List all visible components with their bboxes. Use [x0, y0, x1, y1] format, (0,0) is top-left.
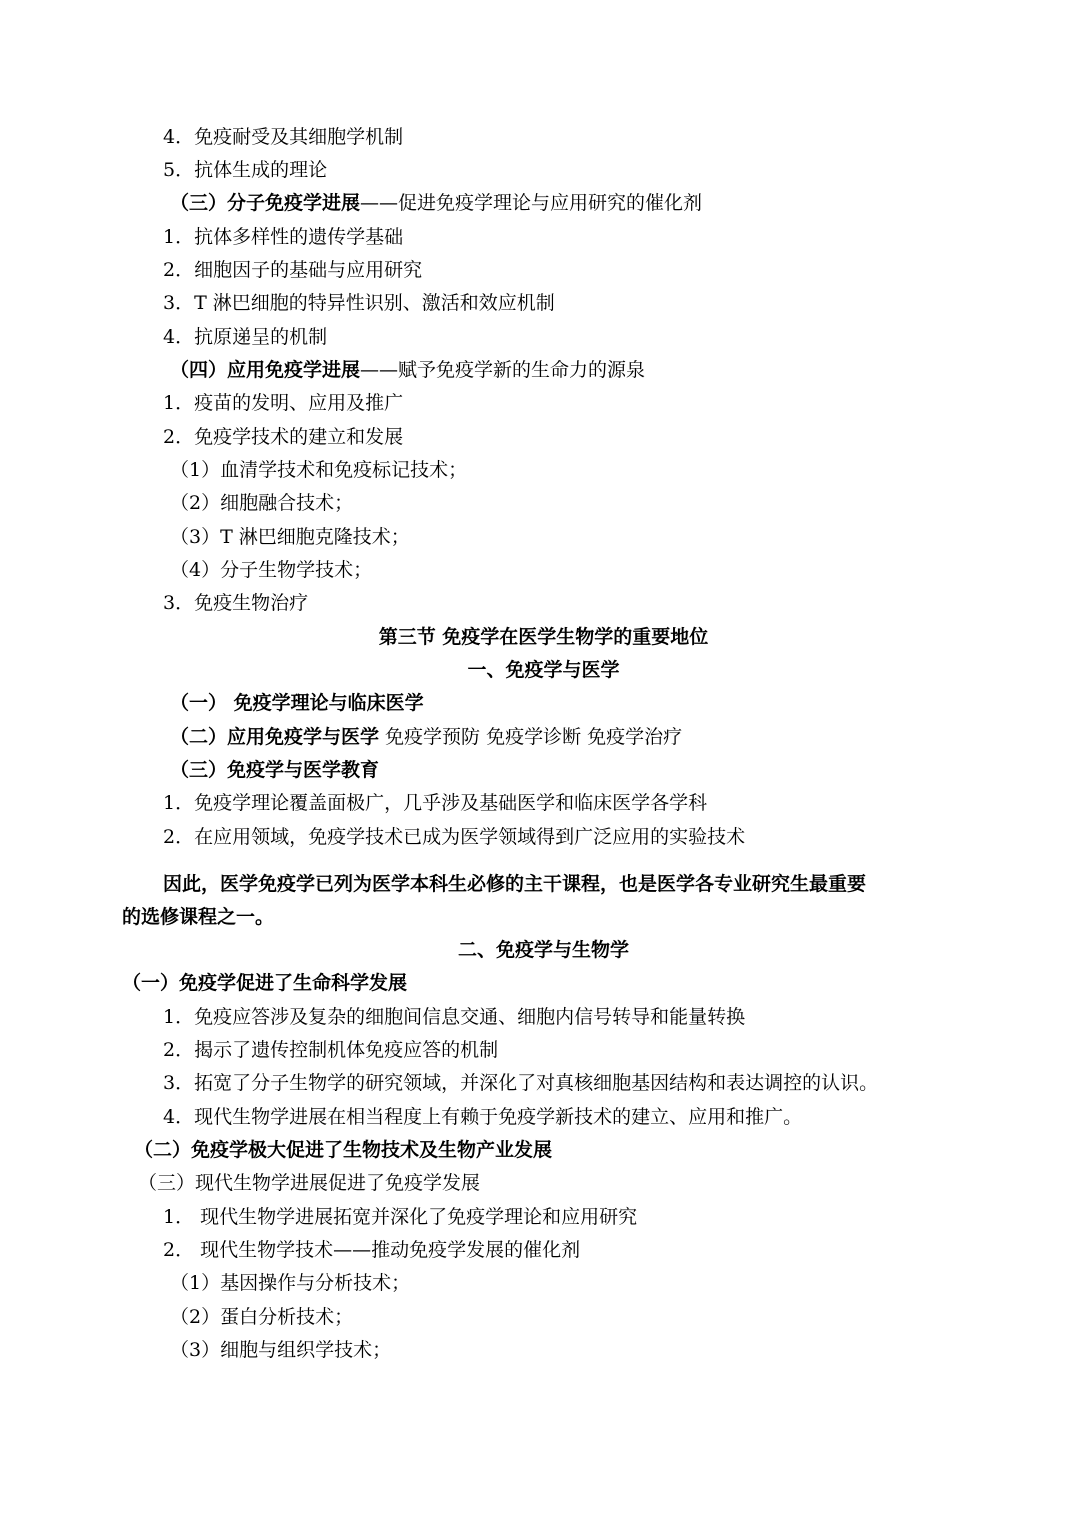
- subsection-heading-rest: ——促进免疫学理论与应用研究的催化剂: [360, 192, 703, 214]
- subsection-heading: （一） 免疫学理论与临床医学: [170, 692, 424, 714]
- subsection-heading: [170, 725, 682, 749]
- list-item: 1． 现代生物学进展拓宽并深化了免疫学理论和应用研究: [163, 1206, 638, 1228]
- list-item: 1．免疫学理论覆盖面极广，几乎涉及基础医学和临床医学各学科: [163, 792, 708, 814]
- list-item: 4．现代生物学进展在相当程度上有赖于免疫学新技术的建立、应用和推广。: [163, 1106, 803, 1128]
- list-item: 2．揭示了遗传控制机体免疫应答的机制: [163, 1039, 499, 1061]
- subsection-heading: （三）现代生物学进展促进了免疫学发展: [138, 1172, 481, 1194]
- sub-list-item: （1）基因操作与分析技术；: [170, 1272, 411, 1294]
- list-item: 1．免疫应答涉及复杂的细胞间信息交通、细胞内信号转导和能量转换: [163, 1006, 746, 1028]
- sub-list-item: （4）分子生物学技术；: [170, 559, 373, 581]
- list-item: 4．抗原递呈的机制: [163, 326, 328, 348]
- sub-list-item: （2）蛋白分析技术；: [170, 1306, 354, 1328]
- subsection-heading-bold: （二）应用免疫学与医学: [170, 726, 380, 748]
- subsection-heading: （一）免疫学促进了生命科学发展: [122, 972, 408, 994]
- list-item: 1．疫苗的发明、应用及推广: [163, 392, 404, 414]
- subsection-heading: （三）免疫学与医学教育: [170, 759, 380, 781]
- list-item: 3．T 淋巴细胞的特异性识别、激活和效应机制: [163, 292, 555, 314]
- list-item: 2． 现代生物学技术——推动免疫学发展的催化剂: [163, 1239, 581, 1261]
- sub-list-item: （2）细胞融合技术；: [170, 492, 354, 514]
- list-item: 2．细胞因子的基础与应用研究: [163, 259, 423, 281]
- sub-list-item: （3）T 淋巴细胞克隆技术；: [170, 526, 410, 548]
- subsection-heading: [170, 191, 702, 215]
- subsection-heading: [170, 358, 645, 382]
- section-subtitle: 二、免疫学与生物学: [457, 939, 629, 961]
- list-item: 4．免疫耐受及其细胞学机制: [163, 126, 404, 148]
- subsection-heading-rest: 免疫学预防 免疫学诊断 免疫学治疗: [379, 726, 683, 748]
- subsection-heading: （二）免疫学极大促进了生物技术及生物产业发展: [134, 1139, 553, 1161]
- section-subtitle: 一、免疫学与医学: [467, 659, 620, 681]
- subsection-heading-bold: （三）分子免疫学进展: [170, 192, 361, 214]
- list-item: 3．拓宽了分子生物学的研究领域，并深化了对真核细胞基因结构和表达调控的认识。: [163, 1072, 879, 1094]
- list-item: 3．免疫生物治疗: [163, 592, 309, 614]
- section-title: 第三节 免疫学在医学生物学的重要地位: [378, 626, 709, 648]
- list-item: 1．抗体多样性的遗传学基础: [163, 226, 404, 248]
- subsection-heading-rest: ——赋予免疫学新的生命力的源泉: [360, 359, 646, 381]
- paragraph-line: 的选修课程之一。: [122, 906, 275, 928]
- sub-list-item: （1）血清学技术和免疫标记技术；: [170, 459, 468, 481]
- list-item: 2．在应用领域，免疫学技术已成为医学领域得到广泛应用的实验技术: [163, 826, 746, 848]
- paragraph-line: 因此，医学免疫学已列为医学本科生必修的主干课程，也是医学各专业研究生最重要: [163, 873, 867, 895]
- sub-list-item: （3）细胞与组织学技术；: [170, 1339, 392, 1361]
- list-item: 2．免疫学技术的建立和发展: [163, 426, 404, 448]
- list-item: 5．抗体生成的理论: [163, 159, 328, 181]
- subsection-heading-bold: （四）应用免疫学进展: [170, 359, 361, 381]
